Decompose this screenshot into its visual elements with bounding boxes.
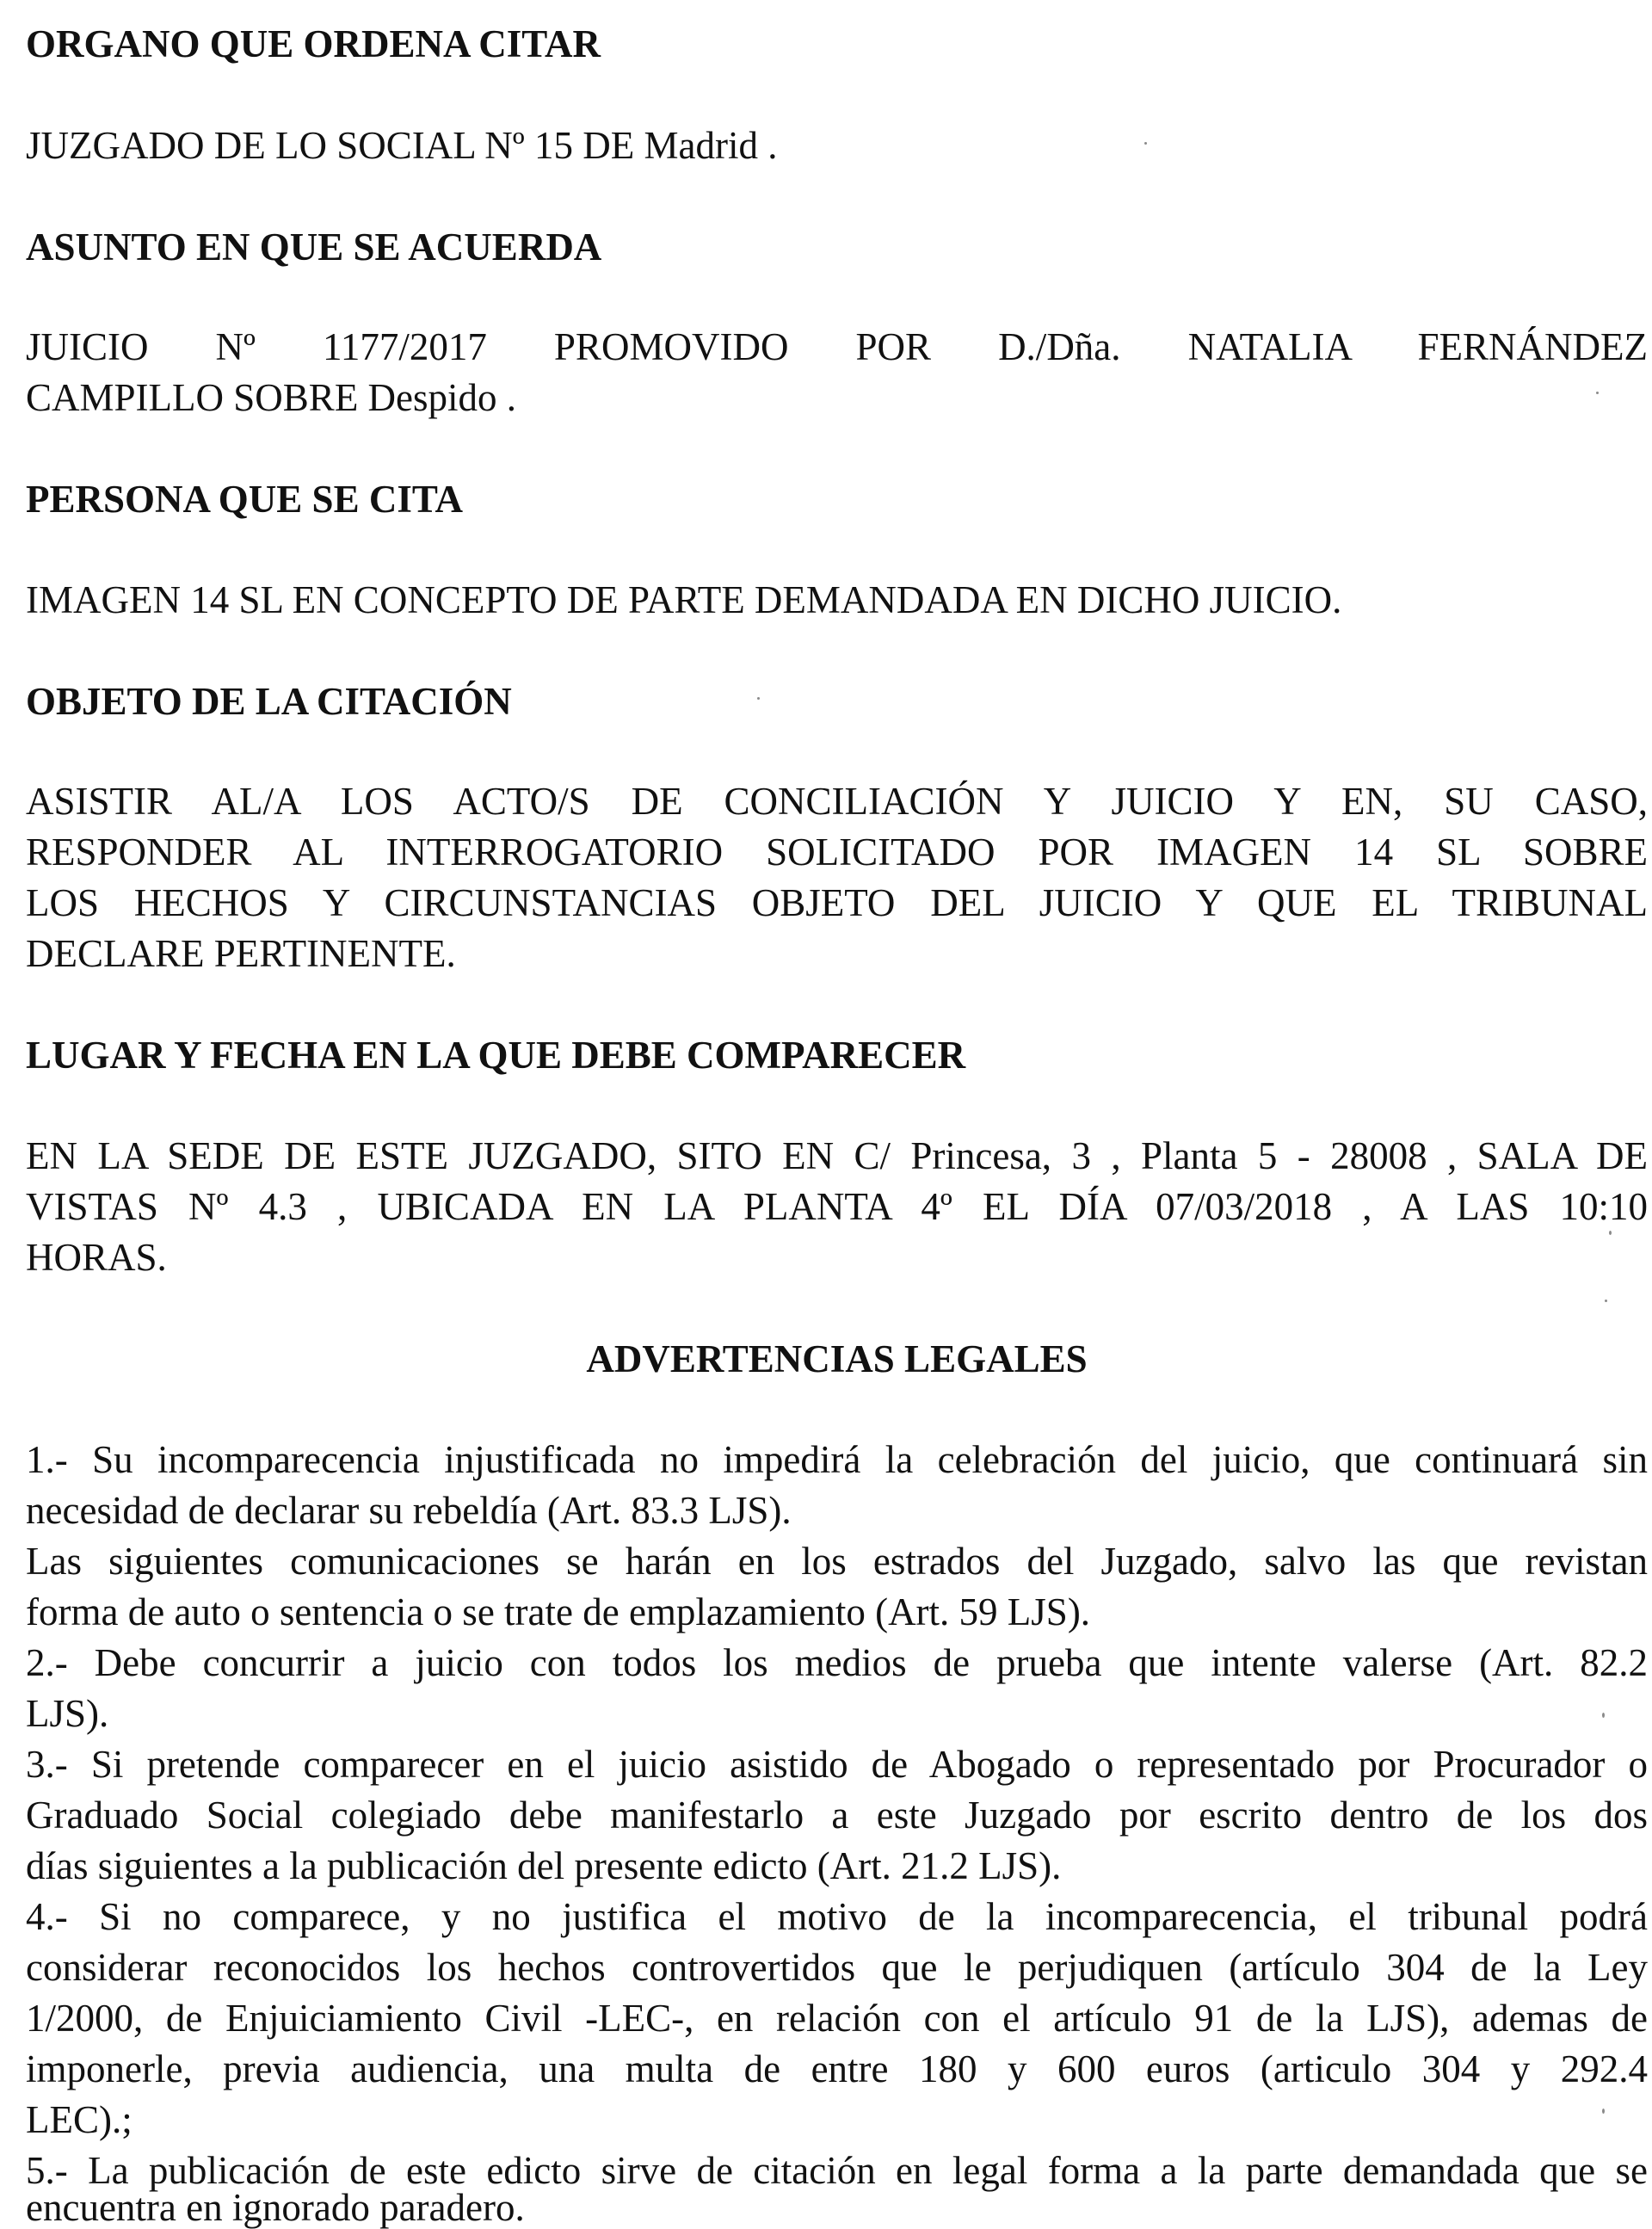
advertencia-line: 2.- Debe concurrir a juicio con todos los medios de prueba que intente valerse (Art. 82.2 [26,1641,1648,1684]
advertencia-line: 1.- Su incomparecencia injustificada no impedirá la celebración del juicio, que continuará sin [26,1438,1648,1481]
advertencia-line: LEC).; [26,2098,133,2141]
advertencias-heading: ADVERTENCIAS LEGALES [586,1337,1088,1380]
advertencia-line: imponerle, previa audiencia, una multa de entre 180 y 600 euros (articulo 304 y 292.4 [26,2047,1648,2090]
asunto-text-line1: JUICIO Nº 1177/2017 PROMOVIDO POR D./Dña. NATALIA FERNÁNDEZ [26,325,1648,368]
objeto-text-line2: RESPONDER AL INTERROGATORIO SOLICITADO POR IMAGEN 14 SL SOBRE [26,830,1648,874]
scan-speck [1602,1713,1605,1718]
objeto-text-line3: LOS HECHOS Y CIRCUNSTANCIAS OBJETO DEL JUICIO Y QUE EL TRIBUNAL [26,881,1648,924]
persona-text: IMAGEN 14 SL EN CONCEPTO DE PARTE DEMANDADA EN DICHO JUICIO. [26,578,1342,621]
advertencia-line: considerar reconocidos los hechos controvertidos que le perjudiquen (artículo 304 de la Ley [26,1946,1648,1989]
scan-speck [757,697,760,700]
advertencia-line: Graduado Social colegiado debe manifestarlo a este Juzgado por escrito dentro de los dos [26,1794,1648,1837]
lugar-text-line1: EN LA SEDE DE ESTE JUZGADO, SITO EN C/ Princesa, 3 , Planta 5 - 28008 , SALA DE [26,1134,1648,1177]
advertencia-line: 5.- La publicación de este edicto sirve de citación en legal forma a la parte demandada que se [26,2149,1648,2192]
objeto-heading: OBJETO DE LA CITACIÓN [26,680,512,723]
organo-text: JUZGADO DE LO SOCIAL Nº 15 DE Madrid . [26,124,778,167]
advertencia-line: necesidad de declarar su rebeldía (Art. 83.3 LJS). [26,1489,792,1532]
advertencia-line: LJS). [26,1692,109,1735]
lugar-text-line3: HORAS. [26,1236,167,1279]
lugar-heading: LUGAR Y FECHA EN LA QUE DEBE COMPARECER [26,1034,966,1077]
objeto-text-line4: DECLARE PERTINENTE. [26,932,456,975]
advertencia-line: forma de auto o sentencia o se trate de emplazamiento (Art. 59 LJS). [26,1590,1091,1633]
advertencia-line: 4.- Si no comparece, y no justifica el motivo de la incomparecencia, el tribunal podrá [26,1895,1648,1938]
asunto-heading: ASUNTO EN QUE SE ACUERDA [26,225,602,269]
advertencia-line: Las siguientes comunicaciones se harán en los estrados del Juzgado, salvo las que revistan [26,1540,1648,1583]
advertencia-line: 3.- Si pretende comparecer en el juicio asistido de Abogado o representado por Procurador o [26,1743,1648,1786]
objeto-text-line1: ASISTIR AL/A LOS ACTO/S DE CONCILIACIÓN Y JUICIO Y EN, SU CASO, [26,780,1648,823]
document-page [26,0,1648,2229]
scan-speck [1596,392,1599,394]
scan-speck [1605,1300,1607,1302]
scan-speck [1609,1231,1612,1235]
persona-heading: PERSONA QUE SE CITA [26,478,464,521]
scan-speck [1144,142,1147,145]
scan-speck [1602,2109,1605,2114]
advertencia-line: encuentra en ignorado paradero. [26,2186,525,2229]
organo-heading: ORGANO QUE ORDENA CITAR [26,22,601,65]
asunto-text-line2: CAMPILLO SOBRE Despido . [26,376,517,419]
advertencia-line: 1/2000, de Enjuiciamiento Civil -LEC-, en relación con el artículo 91 de la LJS), ademas de [26,1997,1648,2040]
lugar-text-line2: VISTAS Nº 4.3 , UBICADA EN LA PLANTA 4º EL DÍA 07/03/2018 , A LAS 10:10 [26,1185,1648,1228]
advertencia-line: días siguientes a la publicación del presente edicto (Art. 21.2 LJS). [26,1844,1062,1887]
